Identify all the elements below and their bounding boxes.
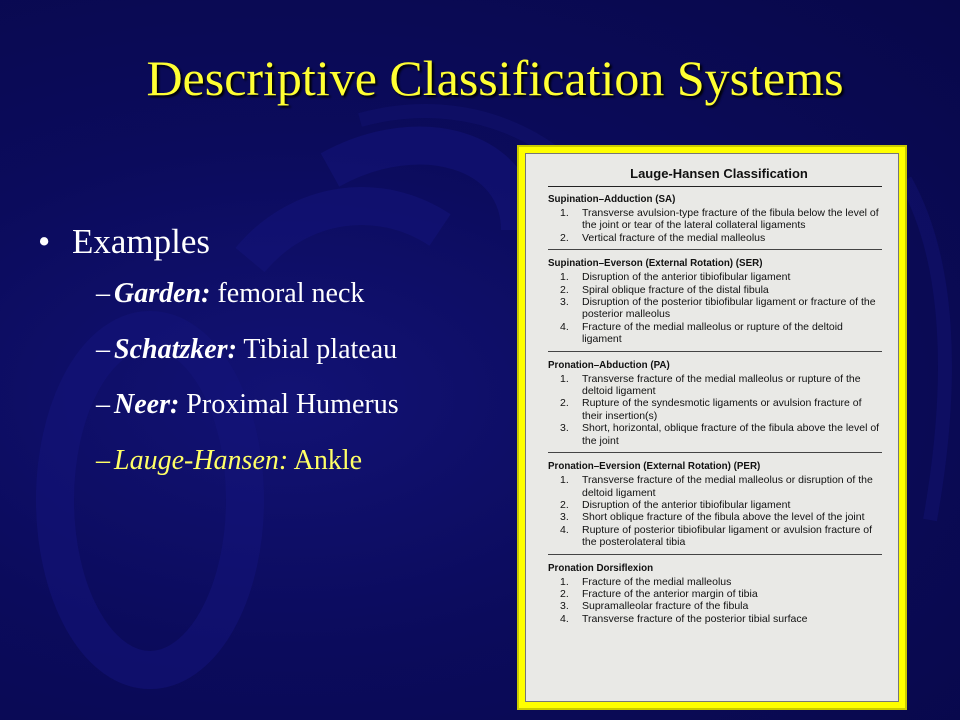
classification-figure [517,145,907,710]
item-text: Disruption of the anterior tibiofibular ligament [582,498,791,511]
item-number: 4. [560,612,569,625]
bullet-examples [38,220,518,264]
classification-region: femoral neck [210,278,365,309]
item-number: 2. [560,231,569,244]
bullet-list [38,220,518,479]
item-text: Transverse fracture of the posterior tibial surface [582,612,808,625]
item-number: 1. [560,575,569,588]
classification-name: Neer: [114,389,180,420]
classification-region: Tibial plateau [236,333,398,365]
item-number: 4. [560,523,569,536]
item-number: 3. [560,511,569,524]
item-text: Rupture of posterior tibiofibular ligament or avulsion fracture of the posterolateral tibia [582,523,873,549]
item-number: 1. [560,372,569,385]
document-section [548,360,882,453]
section-item [560,600,882,612]
item-number: 2. [560,498,569,511]
item-text: Transverse avulsion-type fracture of the fibula below the level of the joint or tear of the lateral collateral ligaments [582,207,879,232]
document-section [548,258,882,351]
section-item [560,511,882,523]
document-sections [548,194,882,625]
section-divider [548,249,882,250]
item-text: Disruption of the posterior tibiofibular ligament or fracture of the posterior malleolus [582,296,876,321]
section-divider [548,554,882,555]
sub-bullet-dash: – [96,444,110,476]
section-item [560,613,882,625]
item-text: Vertical fracture of the medial malleolus [582,231,766,244]
section-item [560,524,882,549]
sub-bullet-dash: – [96,333,110,365]
item-number: 2. [560,283,569,296]
sub-bullet-text [114,334,397,365]
item-number: 2. [560,397,569,410]
sub-bullet-text [114,278,364,309]
bullet-label: Examples [72,222,211,261]
sub-bullet-dash: – [96,389,110,420]
item-text: Fracture of the medial malleolus or rupture of the deltoid ligament [582,320,843,346]
item-text: Short, horizontal, oblique fracture of the fibula above the level of the joint [582,422,880,447]
item-number: 1. [560,474,569,487]
section-item [560,499,882,511]
section-item [560,422,882,447]
section-heading: Pronation–Abduction (PA) [548,359,670,371]
section-item [560,474,882,499]
item-text: Transverse fracture of the medial malleolus or rupture of the deltoid ligament [582,372,861,398]
sub-bullet-item [38,443,518,479]
item-text: Disruption of the anterior tibiofibular ligament [582,271,791,284]
item-text: Supramalleolar fracture of the fibula [582,600,749,613]
item-number: 3. [560,296,569,309]
item-number: 1. [560,271,569,284]
item-number: 1. [560,207,569,219]
sub-bullet-text [114,445,362,476]
sub-bullet-item [38,387,518,423]
document-title: Lauge-Hansen Classification [548,166,882,187]
classification-name: Schatzker: [114,333,237,365]
item-number: 4. [560,320,569,333]
bullet-dot: • [38,222,51,261]
section-item [560,284,882,296]
section-item [560,232,882,244]
document-section [548,461,882,554]
section-heading: Supination–Everson (External Rotation) (SER) [548,258,763,270]
section-divider [548,351,882,352]
sub-bullet-item [38,332,518,368]
document-section [548,194,882,250]
classification-region: Proximal Humerus [179,389,399,420]
slide-title: Descriptive Classification Systems [146,50,844,106]
section-heading: Supination–Adduction (SA) [548,194,676,205]
section-item [560,588,882,600]
section-item [560,576,882,588]
item-number: 3. [560,600,569,613]
section-item [560,321,882,346]
item-number: 3. [560,422,569,435]
section-heading: Pronation Dorsiflexion [548,562,654,574]
sub-bullet-text [114,389,399,420]
section-item [560,397,882,422]
item-text: Short oblique fracture of the fibula above the level of the joint [582,511,865,524]
section-item [560,271,882,283]
item-text: Fracture of the anterior margin of tibia [582,587,758,600]
classification-region: Ankle [288,444,363,476]
section-item [560,207,882,232]
sub-bullet-item [38,276,518,312]
item-number: 2. [560,587,569,600]
item-text: Fracture of the medial malleolus [582,575,732,588]
classification-name: Garden: [114,278,211,309]
item-text: Rupture of the syndesmotic ligaments or avulsion fracture of their insertion(s) [582,397,862,422]
section-item [560,296,882,321]
item-text: Transverse fracture of the medial malleolus or disruption of the deltoid ligament [582,474,873,499]
section-heading: Pronation–Eversion (External Rotation) (PER) [548,461,761,473]
document-section [548,563,882,626]
section-divider [548,452,882,453]
classification-document [525,153,899,702]
item-text: Spiral oblique fracture of the distal fibula [582,283,769,296]
sub-bullet-list [38,276,518,479]
sub-bullet-dash: – [96,278,110,309]
classification-name: Lauge-Hansen: [114,444,289,476]
section-item [560,373,882,398]
